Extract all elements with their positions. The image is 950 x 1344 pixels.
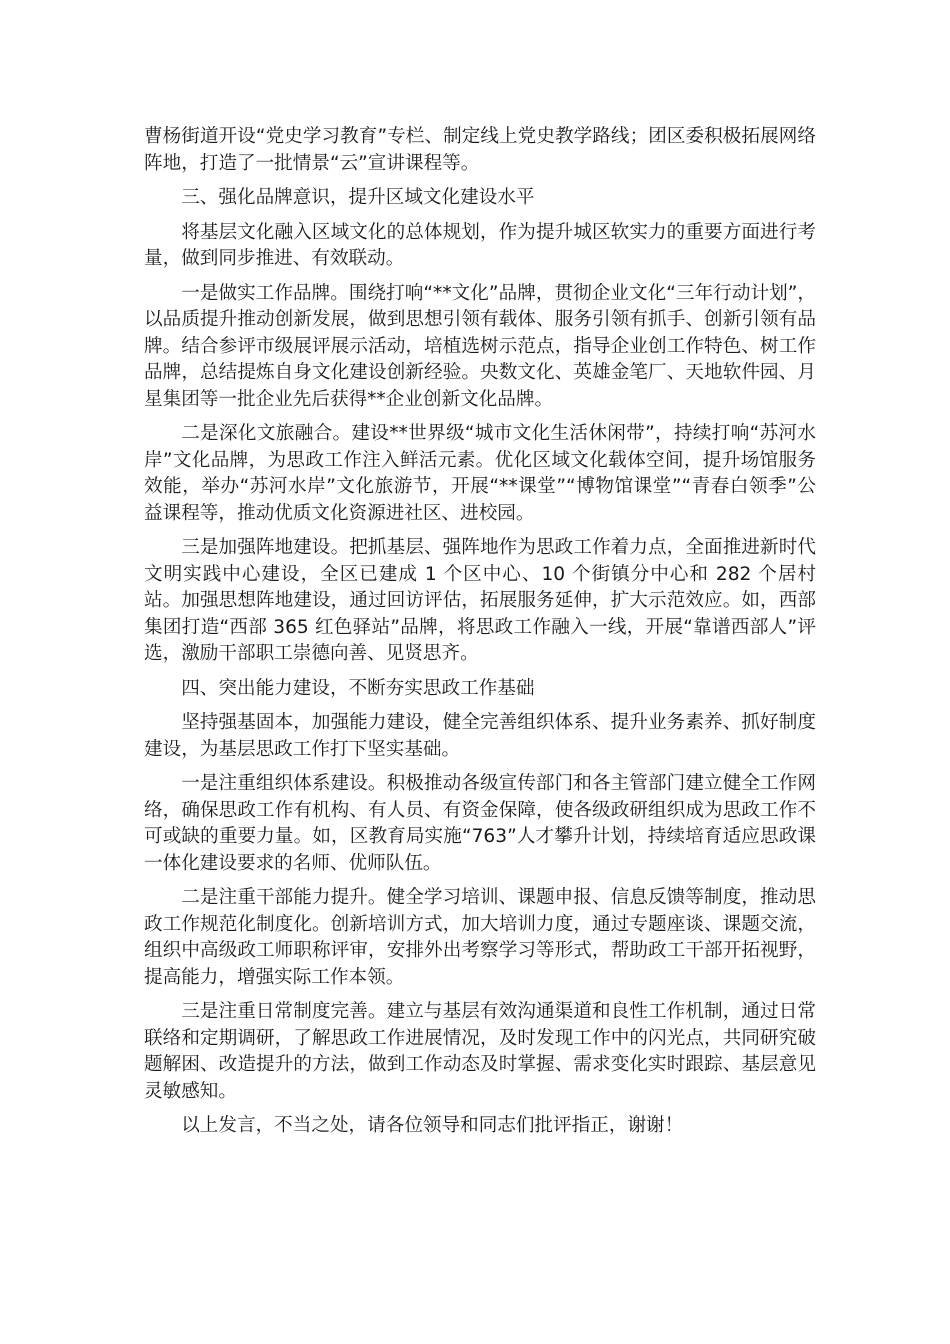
paragraph: 三是加强阵地建设。把抓基层、强阵地作为思政工作着力点，全面推进新时代文明实践中心建设，全区已建成 1 个区中心、10 个街镇分中心和 282 个居村站。加强思想阵地建设，通过回访评估，拓展服务延伸，扩大示范效应。如，西部集团打造“西部 365 红色驿站”品牌，将思政工作融入一线，开展“靠谱西部人”评选，激励干部职工崇德向善、见贤思齐。 <box>144 537 816 664</box>
paragraph: 二是深化文旅融合。建设**世界级“城市文化生活休闲带”，持续打响“苏河水岸”文化品牌，为思政工作注入鲜活元素。优化区域文化载体空间，提升场馆服务效能，举办“苏河水岸”文化旅游节，开展“**课堂”“博物馆课堂”“青春白领季”公益课程等，推动优质文化资源进社区、进校园。 <box>144 423 816 524</box>
paragraph: 坚持强基固本，加强能力建设，健全完善组织体系、提升业务素养、抓好制度建设，为基层思政工作打下坚实基础。 <box>144 712 816 760</box>
paragraph: 一是注重组织体系建设。积极推动各级宣传部门和各主管部门建立健全工作网络，确保思政工作有机构、有人员、有资金保障，使各级政研组织成为思政工作不可或缺的重要力量。如，区教育局实施“763”人才攀升计划，持续培育适应思政课一体化建设要求的名师、优师队伍。 <box>144 773 816 874</box>
document-page <box>144 124 816 1148</box>
paragraph: 将基层文化融入区域文化的总体规划，作为提升城区软实力的重要方面进行考量，做到同步推进、有效联动。 <box>144 221 816 269</box>
paragraph-continuation: 曹杨街道开设“党史学习教育”专栏、制定线上党史教学路线；团区委积极拓展网络阵地，打造了一批情景“云”宣讲课程等。 <box>144 126 816 174</box>
section-heading-3: 三、强化品牌意识，提升区域文化建设水平 <box>181 187 535 208</box>
paragraph: 一是做实工作品牌。围绕打响“**文化”品牌，贯彻企业文化“三年行动计划”，以品质提升推动创新发展，做到思想引领有载体、服务引领有抓手、创新引领有品牌。结合参评市级展评展示活动，培植选树示范点，指导企业创工作特色、树工作品牌，总结提炼自身文化建设创新经验。央数文化、英雄金笔厂、天地软件园、月星集团等一批企业先后获得**企业创新文化品牌。 <box>144 282 816 410</box>
paragraph: 二是注重干部能力提升。健全学习培训、课题申报、信息反馈等制度，推动思政工作规范化制度化。创新培训方式，加大培训力度，通过专题座谈、课题交流，组织中高级政工师职称评审，安排外出考察学习等形式，帮助政工干部开拓视野，提高能力，增强实际工作本领。 <box>144 887 816 988</box>
section-heading-4: 四、突出能力建设，不断夯实思政工作基础 <box>181 677 535 699</box>
closing-remark: 以上发言，不当之处，请各位领导和同志们批评指正，谢谢！ <box>181 1115 684 1136</box>
paragraph: 三是注重日常制度完善。建立与基层有效沟通渠道和良性工作机制，通过日常联络和定期调研，了解思政工作进展情况，及时发现工作中的闪光点，共同研究破题解困、改造提升的方法，做到工作动态及时掌握、需求变化实时跟踪、基层意见灵敏感知。 <box>144 1001 816 1102</box>
